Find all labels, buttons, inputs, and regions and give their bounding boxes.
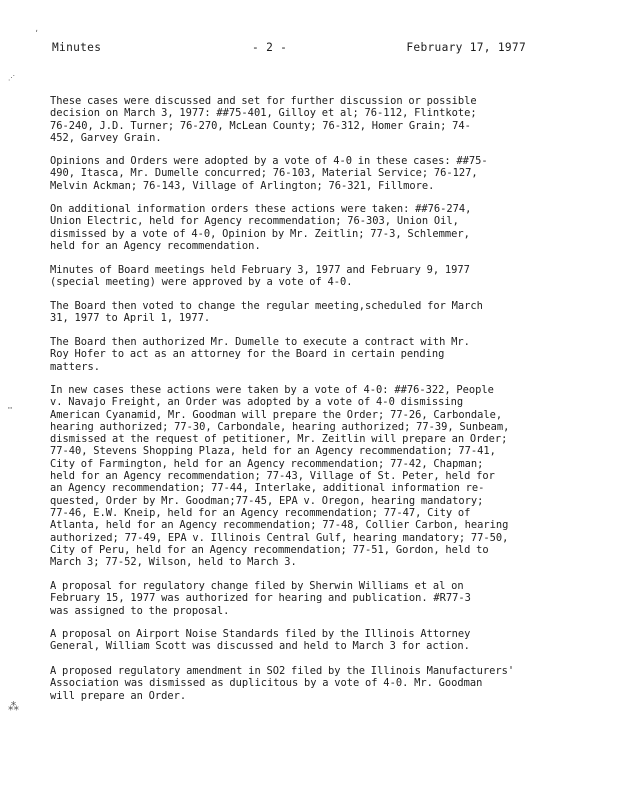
scan-mark: ʹ bbox=[34, 30, 40, 40]
scan-mark: ⋯ bbox=[8, 404, 13, 412]
paragraph-sherwin-williams-proposal: A proposal for regulatory change filed by Sherwin Williams et al on February 15, 1977 was authorized for hearing and publication. #R77-3 was assigned to the proposal. bbox=[50, 580, 471, 617]
paragraph-new-cases: In new cases these actions were taken by a vote of 4-0: ##76-322, People v. Navajo Freight, an Order was adopted by a vote of 4-0 dismissing American Cyanamid, Mr. Goodman will prepare the Order; 77-26, Carbondale, hearing authorized; 77-30, Carbondale, hearing authorized; 77-39, Sunbeam, dismissed at the request of petitioner, Mr. Zeitlin will prepare an Order; 77-40, Stevens Shopping Plaza, held for an Agency recommendation; 77-41, City of Farmington, held for an Agency recommendation; 77-42, Chapman; held for an Agency recommendation; 77-43, Village of St. Peter, held for an Agency recommendation; 77-44, Interlake, additional information re- quested, Order by Mr. Goodman;77-45, EPA v. Oregon, hearing mandatory; 77-46, E.W. Kneip, held for an Agency recommendation; 77-47, City of Atlanta, held for an Agency recommendation; 77-48, Collier Carbon, hearing authorized; 77-49, EPA v. Illinois Central Gulf, hearing mandatory; 77-50, City of Peru, held for an Agency recommendation; 77-51, Gordon, held to March 3; 77-52, Wilson, held to March 3. bbox=[50, 384, 510, 569]
paragraph-opinions-orders: Opinions and Orders were adopted by a vote of 4-0 in these cases: ##75- 490, Itasca, Mr. Dumelle concurred; 76-103, Material Service; 76-127, Melvin Ackman; 76-143, Village of Arlington; 76-321, Fillmore. bbox=[50, 155, 488, 192]
header-title: Minutes bbox=[52, 41, 102, 54]
paragraph-additional-information: On additional information orders these actions were taken: ##76-274, Union Electric, held for Agency recommendation; 76-303, Union Oil, dismissed by a vote of 4-0, Opinion by Mr. Zeitlin; 77-3, Schlemmer, held for an Agency recommendation. bbox=[50, 203, 472, 252]
page-number: - 2 - bbox=[252, 41, 288, 54]
header-date: February 17, 1977 bbox=[406, 41, 526, 54]
paragraph-continued-cases: These cases were discussed and set for further discussion or possible decision on March 3, 1977: ##75-401, Gilloy et al; 76-112, Flintkote; 76-240, J.D. Turner; 76-270, McLean County; 76-312, Homer Grain; 74- 452, Garvey Grain. bbox=[50, 95, 477, 144]
paragraph-contract: The Board then authorized Mr. Dumelle to execute a contract with Mr. Roy Hofer to act as an attorney for the Board in certain pending matters. bbox=[50, 336, 470, 373]
paragraph-so2-amendment: A proposed regulatory amendment in SO2 filed by the Illinois Manufacturers' Association was dismissed as duplicitous by a vote of 4-0. Mr. Goodman will prepare an Order. bbox=[50, 665, 515, 702]
scan-mark: ⁂ bbox=[8, 700, 19, 713]
paragraph-minutes-approved: Minutes of Board meetings held February 3, 1977 and February 9, 1977 (special meeting) were approved by a vote of 4-0. bbox=[50, 264, 470, 289]
page-header bbox=[52, 41, 532, 57]
scan-mark: ⋰ bbox=[8, 74, 15, 82]
paragraph-airport-noise: A proposal on Airport Noise Standards filed by the Illinois Attorney General, William Scott was discussed and held to March 3 for action. bbox=[50, 628, 471, 653]
paragraph-meeting-change: The Board then voted to change the regular meeting,scheduled for March 31, 1977 to April 1, 1977. bbox=[50, 300, 483, 325]
